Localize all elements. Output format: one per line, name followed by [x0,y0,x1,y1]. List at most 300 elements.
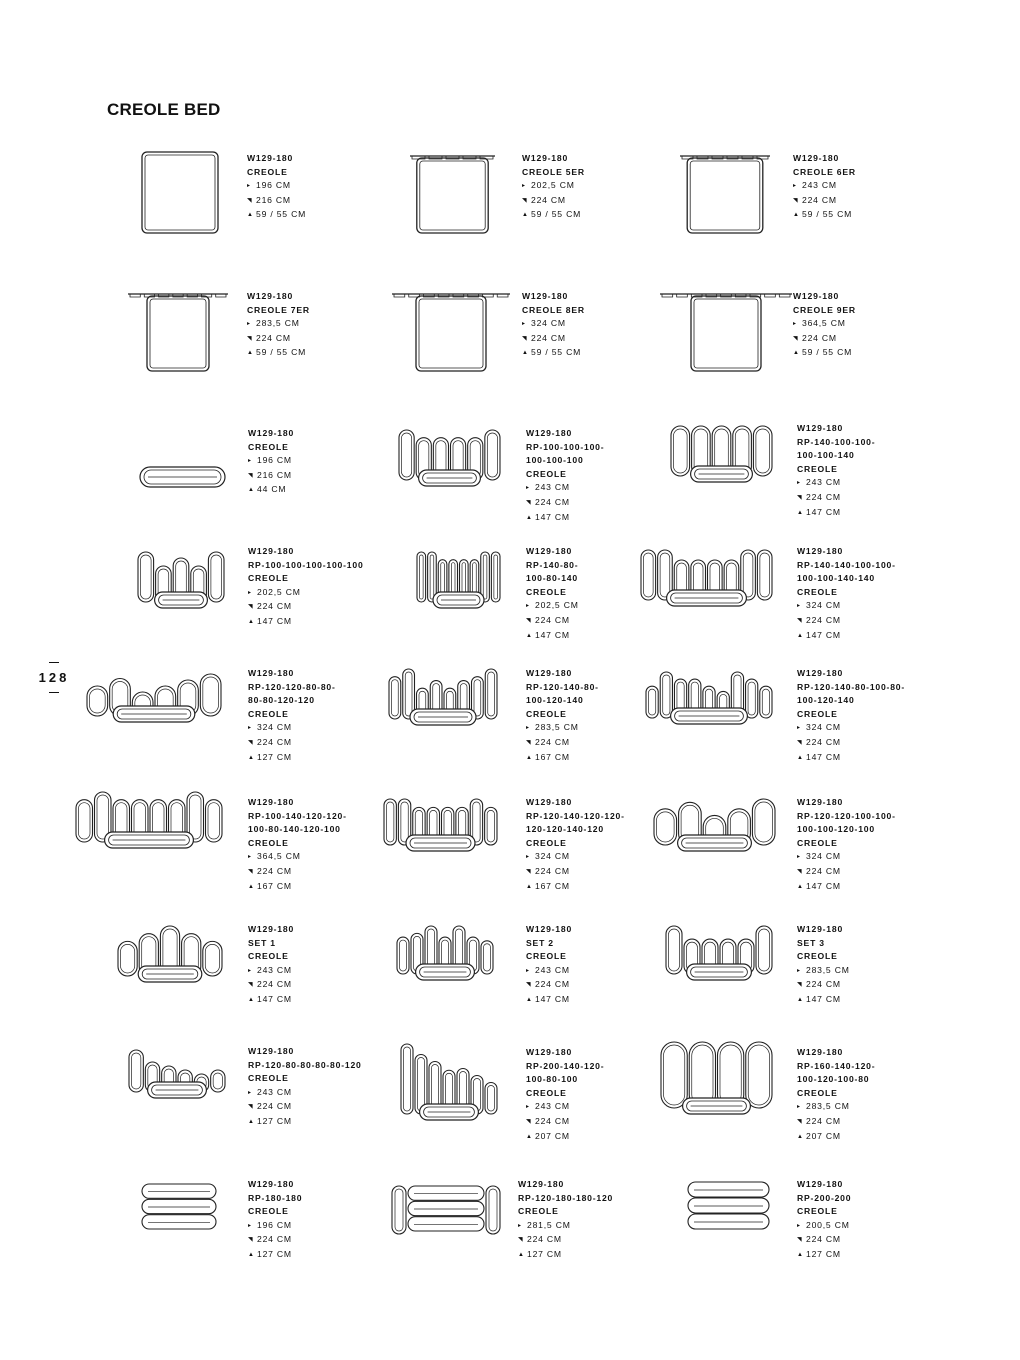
height-dimension [793,346,856,361]
product-spec [797,923,850,1008]
width-dimension [797,1100,875,1115]
product-name-line: CREOLE [797,586,838,597]
width-arrow-icon: ▸ [522,321,526,328]
product-name-line: CREOLE [248,441,289,452]
height-arrow-icon: ▲ [793,212,800,219]
product-name-line: RP-180-180 [248,1192,303,1203]
length-dimension-value: 224 CM [806,979,841,990]
product-spec [526,923,572,1008]
length-dimension-value: 224 CM [535,979,570,990]
width-arrow-icon: ▸ [248,1089,252,1096]
length-dimension-value: 224 CM [802,194,837,205]
length-arrow-icon: ◥ [526,499,532,506]
product-code: W129-180 [797,1179,844,1189]
length-dimension [248,736,336,751]
width-dimension-value: 200,5 CM [806,1219,850,1230]
product-spec [522,152,585,223]
width-dimension-value: 243 CM [802,180,837,191]
product-code: W129-180 [797,668,844,678]
height-dimension-value: 147 CM [806,993,841,1004]
height-dimension [518,1248,613,1263]
width-dimension-value: 196 CM [257,455,292,466]
bed-drawing-icon [660,288,792,373]
height-arrow-icon: ▲ [248,1251,255,1258]
length-arrow-icon: ◥ [522,197,528,204]
product-name-line: CREOLE [526,837,567,848]
page-number-label: 128 [38,670,70,685]
product-name-line: CREOLE [797,951,838,962]
length-dimension-value: 216 CM [257,469,292,480]
length-arrow-icon: ◥ [526,1118,532,1125]
length-arrow-icon: ◥ [797,982,803,989]
height-dimension [526,751,599,766]
length-dimension-value: 224 CM [535,496,570,507]
height-dimension-value: 147 CM [257,993,292,1004]
height-dimension-value: 147 CM [806,629,841,640]
height-dimension-value: 147 CM [535,511,570,522]
length-dimension [793,194,856,209]
width-dimension [248,454,294,469]
width-dimension-value: 202,5 CM [531,180,575,191]
height-arrow-icon: ▲ [518,1251,525,1258]
height-arrow-icon: ▲ [526,883,533,890]
product-name-line: 100-100-140-140 [797,573,875,584]
bed-drawing-icon [392,288,510,373]
width-arrow-icon: ▸ [247,183,251,190]
product-name-line: CREOLE 8ER [522,304,585,315]
bed-drawing-icon [117,924,223,988]
height-arrow-icon: ▲ [797,1133,804,1140]
length-arrow-icon: ◥ [248,1237,254,1244]
product-spec [793,152,856,223]
width-dimension [248,964,294,979]
length-dimension [526,978,572,993]
width-arrow-icon: ▸ [247,321,251,328]
length-dimension [797,1115,875,1130]
height-dimension [248,751,336,766]
width-dimension [797,850,896,865]
length-dimension-value: 216 CM [256,194,291,205]
height-dimension-value: 127 CM [806,1248,841,1259]
length-arrow-icon: ◥ [526,868,532,875]
width-dimension-value: 243 CM [535,482,570,493]
height-dimension [526,880,625,895]
height-dimension-value: 59 / 55 CM [256,347,307,358]
height-dimension-value: 167 CM [257,880,292,891]
width-arrow-icon: ▸ [797,854,801,861]
length-arrow-icon: ◥ [247,335,253,342]
width-arrow-icon: ▸ [248,725,252,732]
product-code: W129-180 [797,546,844,556]
bed-drawing-icon [140,150,220,235]
length-arrow-icon: ◥ [797,739,803,746]
height-dimension-value: 59 / 55 CM [802,347,853,358]
height-dimension [248,615,364,630]
length-dimension-value: 224 CM [257,736,292,747]
length-dimension-value: 224 CM [806,614,841,625]
bed-drawing-icon [400,1042,498,1126]
bed-drawing-icon [416,550,501,614]
length-dimension [248,1100,362,1115]
height-dimension [797,880,896,895]
bed-drawing-icon [128,288,228,373]
width-arrow-icon: ▸ [797,725,801,732]
page-number-dash-top [49,662,59,663]
length-arrow-icon: ◥ [797,1118,803,1125]
height-dimension-value: 167 CM [535,751,570,762]
bed-drawing-icon [398,428,501,492]
product-name-line: RP-120-140-80-100-80- [797,681,906,692]
product-code: W129-180 [248,924,295,934]
width-dimension-value: 196 CM [257,1219,292,1230]
product-name-line: CREOLE [797,1087,838,1098]
height-dimension-value: 127 CM [257,1248,292,1259]
length-dimension [526,614,579,629]
length-dimension-value: 224 CM [257,1234,292,1245]
height-dimension [248,993,294,1008]
width-arrow-icon: ▸ [797,1222,801,1229]
width-arrow-icon: ▸ [526,485,530,492]
width-arrow-icon: ▸ [248,589,252,596]
product-name-line: RP-100-140-120-120- [248,810,347,821]
product-name-line: RP-100-100-100-100-100 [248,559,364,570]
product-spec [518,1178,613,1263]
length-dimension [247,332,310,347]
product-name-line: CREOLE [797,837,838,848]
product-name-line: CREOLE [526,468,567,479]
width-arrow-icon: ▸ [526,967,530,974]
product-name-line: RP-100-100-100- [526,441,605,452]
width-dimension [248,1086,362,1101]
length-dimension [526,1115,604,1130]
product-spec [522,290,585,361]
length-arrow-icon: ◥ [793,335,799,342]
width-dimension-value: 324 CM [806,851,841,862]
length-dimension-value: 224 CM [806,1234,841,1245]
product-spec [797,422,875,520]
height-arrow-icon: ▲ [248,1118,255,1125]
product-spec [248,427,294,498]
width-dimension-value: 324 CM [531,318,566,329]
height-dimension-value: 147 CM [535,629,570,640]
length-dimension [248,865,347,880]
height-arrow-icon: ▲ [797,883,804,890]
product-code: W129-180 [797,1047,844,1057]
length-dimension-value: 224 CM [527,1234,562,1245]
product-name-line: SET 1 [248,937,276,948]
product-name-line: CREOLE [526,951,567,962]
width-dimension-value: 283,5 CM [806,1101,850,1112]
width-dimension [526,850,625,865]
product-code: W129-180 [526,428,573,438]
width-arrow-icon: ▸ [793,183,797,190]
product-name-line: 100-120-140 [797,695,855,706]
bed-drawing-icon [128,1048,226,1104]
product-code: W129-180 [248,668,295,678]
width-dimension-value: 324 CM [257,722,292,733]
length-dimension [518,1233,613,1248]
length-dimension-value: 224 CM [257,601,292,612]
length-dimension-value: 224 CM [257,865,292,876]
bed-drawing-icon [410,150,495,235]
height-dimension [248,483,294,498]
product-code: W129-180 [248,1046,295,1056]
product-spec [248,1045,362,1130]
bed-drawing-icon [645,670,773,730]
height-dimension [797,506,875,521]
length-dimension [526,736,599,751]
product-name-line: 80-80-120-120 [248,695,315,706]
length-arrow-icon: ◥ [247,197,253,204]
bed-drawing-icon [392,1184,500,1236]
height-dimension [526,629,579,644]
product-name-line: SET 2 [526,937,554,948]
width-dimension-value: 283,5 CM [806,964,850,975]
length-arrow-icon: ◥ [797,1237,803,1244]
height-dimension-value: 147 CM [806,880,841,891]
product-code: W129-180 [247,291,294,301]
width-dimension-value: 243 CM [806,477,841,488]
width-dimension-value: 243 CM [535,1101,570,1112]
bed-drawing-icon [86,672,222,728]
height-dimension-value: 147 CM [535,993,570,1004]
height-dimension-value: 147 CM [806,506,841,517]
width-dimension [526,599,579,614]
product-name-line: RP-140-100-100- [797,436,876,447]
product-spec [248,1178,302,1263]
product-name-line: 100-100-120-100 [797,824,875,835]
length-arrow-icon: ◥ [522,335,528,342]
product-code: W129-180 [247,153,294,163]
height-arrow-icon: ▲ [248,487,255,494]
height-dimension-value: 127 CM [527,1248,562,1259]
product-name-line: CREOLE [248,1206,289,1217]
bed-drawing-icon [75,790,223,854]
height-dimension-value: 207 CM [806,1130,841,1141]
height-dimension [247,346,310,361]
bed-drawing-icon [396,924,494,986]
width-dimension-value: 283,5 CM [535,722,579,733]
bed-drawing-icon [140,1182,218,1234]
product-name-line: CREOLE [248,951,289,962]
height-arrow-icon: ▲ [526,754,533,761]
product-spec [526,1046,604,1144]
height-arrow-icon: ▲ [526,632,533,639]
product-name-line: 100-80-140-120-100 [248,824,341,835]
width-dimension [793,317,856,332]
product-name-line: 100-120-140 [526,695,584,706]
product-name-line: 100-80-140 [526,573,578,584]
width-dimension [248,586,364,601]
length-dimension-value: 224 CM [531,194,566,205]
height-dimension [797,1130,875,1145]
length-arrow-icon: ◥ [797,617,803,624]
product-name-line: CREOLE [248,573,289,584]
product-name-line: CREOLE [797,708,838,719]
length-dimension [797,614,896,629]
product-spec [248,545,364,630]
width-arrow-icon: ▸ [248,967,252,974]
height-dimension-value: 207 CM [535,1130,570,1141]
width-dimension-value: 281,5 CM [527,1219,571,1230]
page-number-dash-bottom [49,692,59,693]
width-arrow-icon: ▸ [797,480,801,487]
length-arrow-icon: ◥ [248,1104,254,1111]
width-dimension [526,481,604,496]
product-code: W129-180 [248,797,295,807]
height-dimension [247,208,306,223]
height-arrow-icon: ▲ [526,1133,533,1140]
product-spec [526,545,579,643]
length-dimension [797,736,905,751]
product-code: W129-180 [248,546,295,556]
length-dimension-value: 224 CM [257,979,292,990]
width-dimension-value: 364,5 CM [802,318,846,329]
height-arrow-icon: ▲ [247,212,254,219]
length-arrow-icon: ◥ [526,982,532,989]
length-arrow-icon: ◥ [526,739,532,746]
product-code: W129-180 [526,924,573,934]
product-spec [247,152,306,223]
length-dimension [793,332,856,347]
width-dimension [248,850,347,865]
height-dimension [526,1130,604,1145]
width-dimension [522,317,585,332]
width-dimension [797,476,875,491]
length-dimension [522,194,585,209]
height-arrow-icon: ▲ [522,350,529,357]
length-dimension [797,978,850,993]
product-code: W129-180 [526,546,573,556]
product-name-line: CREOLE [797,1206,838,1217]
length-dimension [248,1233,302,1248]
bed-drawing-icon [670,424,773,488]
width-arrow-icon: ▸ [797,1104,801,1111]
product-spec [797,796,896,894]
length-dimension [797,865,896,880]
length-dimension [522,332,585,347]
width-dimension [797,599,896,614]
width-dimension [247,179,306,194]
width-arrow-icon: ▸ [248,458,252,465]
bed-drawing-icon [665,924,773,986]
product-spec [248,923,294,1008]
product-spec [797,1046,875,1144]
height-arrow-icon: ▲ [797,632,804,639]
length-arrow-icon: ◥ [526,617,532,624]
length-arrow-icon: ◥ [793,197,799,204]
width-dimension-value: 243 CM [257,1086,292,1097]
length-arrow-icon: ◥ [797,868,803,875]
length-arrow-icon: ◥ [248,604,254,611]
product-spec [793,290,856,361]
product-code: W129-180 [793,291,840,301]
height-dimension [797,629,896,644]
height-dimension [526,993,572,1008]
product-name-line: RP-140-80- [526,559,579,570]
product-name-line: 100-80-100 [526,1074,578,1085]
product-spec [247,290,310,361]
width-arrow-icon: ▸ [526,854,530,861]
length-dimension [248,600,364,615]
length-dimension [247,194,306,209]
length-arrow-icon: ◥ [248,982,254,989]
length-dimension-value: 224 CM [535,614,570,625]
height-arrow-icon: ▲ [797,509,804,516]
width-dimension-value: 364,5 CM [257,851,301,862]
length-dimension [526,496,604,511]
height-arrow-icon: ▲ [248,996,255,1003]
height-arrow-icon: ▲ [522,212,529,219]
product-name-line: CREOLE [247,166,288,177]
bed-drawing-icon [686,1180,771,1234]
height-dimension [797,751,905,766]
width-dimension-value: 283,5 CM [256,318,300,329]
page-number [30,662,78,693]
height-dimension-value: 44 CM [257,484,287,495]
length-dimension-value: 224 CM [535,865,570,876]
width-dimension-value: 243 CM [257,964,292,975]
width-dimension [526,964,572,979]
product-name-line: RP-120-180-180-120 [518,1192,614,1203]
height-arrow-icon: ▲ [526,514,533,521]
product-name-line: CREOLE [526,1087,567,1098]
product-code: W129-180 [797,924,844,934]
height-dimension [248,1248,302,1263]
product-code: W129-180 [248,428,295,438]
width-arrow-icon: ▸ [248,1222,252,1229]
height-arrow-icon: ▲ [248,883,255,890]
product-code: W129-180 [526,1047,573,1057]
height-dimension-value: 167 CM [535,880,570,891]
product-name-line: RP-120-140-80- [526,681,599,692]
product-name-line: RP-120-140-120-120- [526,810,625,821]
product-name-line: RP-120-120-100-100- [797,810,896,821]
width-dimension [793,179,856,194]
height-dimension-value: 147 CM [257,615,292,626]
width-dimension [797,721,905,736]
length-arrow-icon: ◥ [248,739,254,746]
product-name-line: 100-100-140 [797,450,855,461]
product-name-line: RP-200-140-120- [526,1060,605,1071]
product-spec [797,545,896,643]
width-arrow-icon: ▸ [522,183,526,190]
product-name-line: 100-120-100-80 [797,1074,870,1085]
length-dimension-value: 224 CM [806,491,841,502]
height-dimension [797,993,850,1008]
bed-drawing-icon [388,667,498,731]
product-spec [797,1178,851,1263]
height-arrow-icon: ▲ [797,1251,804,1258]
width-dimension [526,721,599,736]
product-name-line: CREOLE [526,708,567,719]
product-spec [526,796,625,894]
height-arrow-icon: ▲ [797,996,804,1003]
width-dimension [526,1100,604,1115]
product-name-line: RP-140-140-100-100- [797,559,896,570]
width-dimension [797,1219,851,1234]
width-dimension-value: 202,5 CM [257,586,301,597]
length-dimension-value: 224 CM [802,332,837,343]
length-dimension-value: 224 CM [535,1115,570,1126]
length-dimension-value: 224 CM [256,332,291,343]
bed-drawing-icon [140,465,225,489]
length-arrow-icon: ◥ [797,494,803,501]
product-code: W129-180 [248,1179,295,1189]
length-dimension-value: 224 CM [806,1115,841,1126]
product-spec [526,427,604,525]
width-dimension [797,964,850,979]
